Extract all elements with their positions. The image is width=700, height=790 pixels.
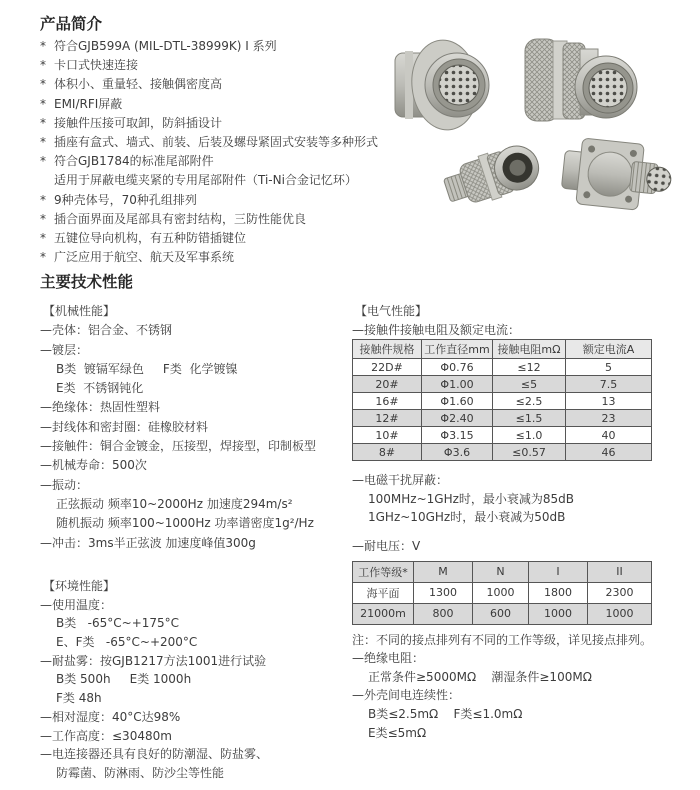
electrical-header: 【电气性能】	[355, 304, 428, 318]
emi-line: 1GHz~10GHz时，最小衰减为50dB	[368, 510, 566, 525]
cell: 13	[566, 393, 652, 410]
mech-line: —机械寿命：500次	[40, 458, 147, 473]
mech-line: —封线体和密封圈：硅橡胶材料	[40, 419, 209, 434]
env-line: —相对湿度：40°C达98%	[40, 709, 181, 724]
cell: Φ3.15	[422, 427, 493, 444]
bullet-text: 卡口式快速连接	[54, 58, 139, 73]
continuity-header: —外壳间电连续性：	[352, 688, 461, 703]
cell: Φ3.6	[422, 444, 493, 461]
cell: 8#	[353, 444, 422, 461]
cell: 1800	[529, 582, 588, 603]
table-row	[353, 427, 652, 444]
photo-square-flange-receptacle	[560, 136, 672, 213]
bullet-marker: *	[40, 250, 46, 265]
mech-line: —接触件：铜合金镀金，压接型，焊接型，印制板型	[40, 439, 317, 454]
bullet-marker: *	[40, 211, 46, 226]
cell: 23	[566, 410, 652, 427]
mech-line: —壳体：铝合金、不锈钢	[40, 323, 173, 338]
voltage-table	[352, 561, 652, 625]
intro-bullet	[40, 210, 388, 229]
mech-line: 正弦振动 频率10~2000Hz 加速度294m/s²	[56, 496, 293, 511]
intro-bullet	[40, 75, 388, 94]
col-header: I	[529, 561, 588, 582]
bullet-text: 插座有盒式、墙式、前装、后装及螺母紧固式安装等多种形式	[54, 134, 379, 149]
bullet-marker: *	[40, 192, 46, 207]
cell: 1000	[588, 603, 652, 624]
col-header: 接触电阻mΩ	[493, 340, 566, 359]
env-line: E、F类 -65°C~+200°C	[56, 635, 198, 650]
env-line: B类 -65°C~+175°C	[56, 616, 180, 631]
bullet-text: 五键位导向机构，有五种防错插键位	[54, 230, 247, 245]
intro-bullet-continuation	[40, 171, 388, 190]
table-row	[353, 582, 652, 603]
bullet-text: 广泛应用于航空、航天及军事系统	[54, 250, 235, 265]
env-line: F类 48h	[56, 691, 102, 706]
intro-bullet	[40, 152, 388, 171]
continuity-line: B类≤2.5mΩ F类≤1.0mΩ	[368, 706, 523, 721]
table-row	[353, 376, 652, 393]
cell: 2300	[588, 582, 652, 603]
col-header: M	[414, 561, 473, 582]
bullet-text: 9种壳体号，70种孔组排列	[54, 192, 197, 207]
bullet-text: 体积小、重量轻、接触偶密度高	[54, 77, 223, 92]
cell: ≤0.57	[493, 444, 566, 461]
bullet-marker: *	[40, 77, 46, 92]
table-row	[353, 444, 652, 461]
insulation-header: —绝缘电阻：	[352, 651, 425, 666]
intro-bullet	[40, 56, 388, 75]
mech-line: —绝缘体：热固性塑料	[40, 400, 161, 415]
cell: 21000m	[353, 603, 414, 624]
intro-bullet	[40, 229, 388, 248]
cell: 10#	[353, 427, 422, 444]
cell: ≤5	[493, 376, 566, 393]
cell: 12#	[353, 410, 422, 427]
cell: 海平面	[353, 582, 414, 603]
col-header: 额定电流A	[566, 340, 652, 359]
mech-line: —振动：	[40, 477, 89, 492]
bullet-marker: *	[40, 96, 46, 111]
bullet-marker: *	[40, 154, 46, 169]
cell: ≤1.0	[493, 427, 566, 444]
bullet-marker: *	[40, 134, 46, 149]
emi-header: —电磁干扰屏蔽：	[352, 473, 449, 488]
intro-bullet	[40, 133, 388, 152]
photo-plug-connector	[525, 39, 637, 121]
bullet-text: 插合面界面及尾部具有密封结构，三防性能优良	[54, 211, 307, 226]
contact-resistance-table	[352, 339, 652, 461]
continuity-line: E类≤5mΩ	[368, 725, 427, 740]
bullet-marker: *	[40, 115, 46, 130]
env-line: —耐盐雾：按GJB1217方法1001进行试验	[40, 653, 267, 668]
cell: 16#	[353, 393, 422, 410]
cell: Φ2.40	[422, 410, 493, 427]
mech-line: —冲击：3ms半正弦波 加速度峰值300g	[40, 535, 256, 550]
mech-line: B类 镀镉军绿色 F类 化学镀镍	[56, 361, 238, 376]
intro-bullet	[40, 191, 388, 210]
mech-line: —镀层：	[40, 342, 89, 357]
intro-bullet	[40, 248, 388, 267]
cell: 40	[566, 427, 652, 444]
cell: Φ1.60	[422, 393, 493, 410]
connector-photos	[387, 27, 672, 227]
env-line: B类 500h E类 1000h	[56, 672, 192, 687]
table-header-row	[353, 561, 652, 582]
cell: 22D#	[353, 359, 422, 376]
env-line: —工作高度：≤30480m	[40, 728, 172, 743]
bullet-text: 符合GJB1784的标准尾部附件	[54, 154, 214, 169]
elec-line: —接触件接触电阻及额定电流：	[352, 322, 521, 337]
photo-small-plug	[440, 139, 545, 212]
cell: ≤1.5	[493, 410, 566, 427]
mech-line: 随机振动 频率100~1000Hz 功率谱密度1g²/Hz	[56, 516, 314, 531]
mech-line: E类 不锈钢钝化	[56, 381, 144, 396]
cell: 7.5	[566, 376, 652, 393]
intro-bullet	[40, 95, 388, 114]
emi-line: 100MHz~1GHz时，最小衰减为85dB	[368, 491, 575, 506]
intro-bullet	[40, 37, 388, 56]
cell: 46	[566, 444, 652, 461]
photo-round-flange-receptacle	[395, 37, 489, 133]
electrical-section	[352, 302, 660, 742]
cell: 800	[414, 603, 473, 624]
environmental-header: 【环境性能】	[43, 579, 116, 593]
col-header: 工作直径mm	[422, 340, 493, 359]
table-row	[353, 410, 652, 427]
bullet-text: 适用于屏蔽电缆夹紧的专用尾部附件（Ti-Ni合金记忆环）	[54, 173, 357, 188]
section-title-tech: 主要技术性能	[40, 273, 134, 291]
mechanical-header: 【机械性能】	[43, 304, 116, 318]
insulation-line: 正常条件≥5000MΩ 潮湿条件≥100MΩ	[368, 669, 592, 684]
bullet-marker: *	[40, 39, 46, 53]
note-line: 注：不同的接点排列有不同的工作等级，详见接点排列。	[352, 632, 653, 647]
cell: 1000	[473, 582, 529, 603]
mechanical-section	[40, 302, 372, 553]
bullet-text: 符合GJB599A (MIL-DTL-38999K) I 系列	[54, 39, 277, 53]
intro-bullet-list	[40, 37, 388, 267]
col-header: N	[473, 561, 529, 582]
col-header: 接触件规格	[353, 340, 422, 359]
cell: 600	[473, 603, 529, 624]
col-header: II	[588, 561, 652, 582]
table-row	[353, 393, 652, 410]
cell: 20#	[353, 376, 422, 393]
cell: ≤12	[493, 359, 566, 376]
table-header-row	[353, 340, 652, 359]
bullet-marker: *	[40, 58, 46, 73]
intro-bullet	[40, 114, 388, 133]
cell: Φ1.00	[422, 376, 493, 393]
cell: 1000	[529, 603, 588, 624]
bullet-text: EMI/RFI屏蔽	[54, 96, 123, 111]
col-header: 工作等级*	[353, 561, 414, 582]
voltage-header: —耐电压：V	[352, 538, 421, 553]
cell: ≤2.5	[493, 393, 566, 410]
env-line: —使用温度：	[40, 597, 113, 612]
cell: 1300	[414, 582, 473, 603]
page-title: 产品简介	[40, 15, 103, 33]
cell: 5	[566, 359, 652, 376]
environmental-section	[40, 577, 372, 783]
env-line: —电连接器还具有良好的防潮湿、防盐雾、	[40, 747, 269, 762]
bullet-text: 接触件压接可取卸，防斜插设计	[54, 115, 223, 130]
table-row	[353, 359, 652, 376]
cell: Φ0.76	[422, 359, 493, 376]
bullet-marker: *	[40, 230, 46, 245]
env-line: 防霉菌、防淋雨、防沙尘等性能	[56, 765, 225, 780]
table-row	[353, 603, 652, 624]
